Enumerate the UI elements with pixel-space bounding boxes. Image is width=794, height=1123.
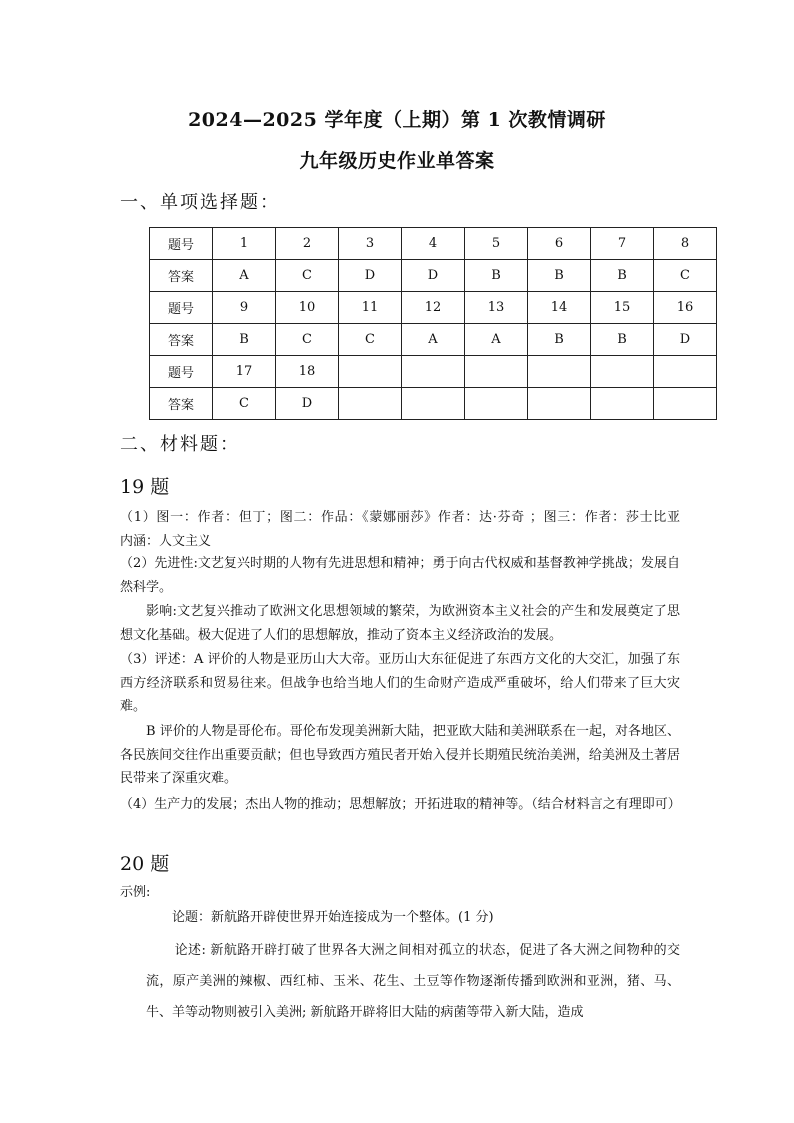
table-row: [150, 388, 717, 420]
table-row-label: 题号: [150, 228, 213, 260]
section-heading-material: 二、材料题：: [120, 434, 240, 455]
q19-answer-part2: （2）先进性:文艺复兴时期的人物有先进思想和精神；勇于向古代权威和基督教神学挑战；发展自然科学。: [120, 556, 680, 595]
table-cell: [591, 388, 654, 420]
q20-example-label: 示例:: [120, 885, 151, 900]
table-cell: D: [402, 260, 465, 292]
table-row-label: 题号: [150, 292, 213, 324]
q19-answer-part3: （3）评述：A 评价的人物是亚历山大大帝。亚历山大东征促进了东西方文化的大交汇，加强了东西方经济联系和贸易往来。但战争也给当地人们的生命财产造成严重破坏，给人们带来了巨大灾难。: [120, 652, 680, 714]
table-cell: [591, 356, 654, 388]
table-cell: 12: [402, 292, 465, 324]
table-cell: A: [402, 324, 465, 356]
table-cell: C: [276, 324, 339, 356]
table-cell: 2: [276, 228, 339, 260]
table-cell: [654, 388, 717, 420]
table-row: [150, 356, 717, 388]
table-row-label: 答案: [150, 388, 213, 420]
table-cell: D: [339, 260, 402, 292]
table-row-label: 答案: [150, 260, 213, 292]
table-cell: B: [213, 324, 276, 356]
table-row: [150, 260, 717, 292]
table-cell: C: [654, 260, 717, 292]
table-cell: A: [213, 260, 276, 292]
table-cell: 7: [591, 228, 654, 260]
q19-answer-part1: （1）图一：作者：但丁；图二：作品：《蒙娜丽莎》作者：达·芬奇 ；图三：作者：莎士比亚 内涵：人文主义: [120, 510, 707, 549]
table-cell: D: [654, 324, 717, 356]
table-cell: 15: [591, 292, 654, 324]
table-cell: C: [339, 324, 402, 356]
section-heading-choice: 一、单项选择题：: [120, 192, 280, 213]
q19-answer-part2-influence: 影响:文艺复兴推动了欧洲文化思想领域的繁荣，为欧洲资本主义社会的产生和发展奠定了思想文化基础。极大促进了人们的思想解放，推动了资本主义经济政治的发展。: [120, 604, 680, 643]
table-cell: C: [213, 388, 276, 420]
table-cell: [402, 356, 465, 388]
table-cell: [528, 388, 591, 420]
table-cell: 18: [276, 356, 339, 388]
table-row-label: 题号: [150, 356, 213, 388]
table-cell: D: [276, 388, 339, 420]
answer-table: [149, 227, 717, 420]
question-20-heading: 20 题: [120, 853, 170, 875]
table-cell: 8: [654, 228, 717, 260]
table-cell: 17: [213, 356, 276, 388]
table-cell: [339, 388, 402, 420]
table-cell: [402, 388, 465, 420]
q19-answer-part3-b: B 评价的人物是哥伦布。哥伦布发现美洲新大陆，把亚欧大陆和美洲联系在一起，对各地区、各民族间交往作出重要贡献；但也导致西方殖民者开始入侵并长期殖民统治美洲，给美洲及土著居民带来了深重灾难。: [120, 724, 680, 786]
table-row: [150, 228, 717, 260]
table-cell: [654, 356, 717, 388]
table-cell: [465, 388, 528, 420]
table-row: [150, 292, 717, 324]
question-19-heading: 19 题: [120, 476, 170, 498]
q19-answer-part4: （4）生产力的发展；杰出人物的推动；思想解放；开拓进取的精神等。（结合材料言之有理即可）: [120, 797, 681, 812]
table-cell: C: [276, 260, 339, 292]
table-cell: 3: [339, 228, 402, 260]
table-cell: B: [591, 324, 654, 356]
table-cell: A: [465, 324, 528, 356]
page-title: 2024—2025 学年度（上期）第 1 次教情调研: [188, 109, 606, 131]
table-cell: 16: [654, 292, 717, 324]
table-cell: B: [528, 324, 591, 356]
table-cell: B: [591, 260, 654, 292]
table-cell: [465, 356, 528, 388]
table-cell: 9: [213, 292, 276, 324]
table-cell: 5: [465, 228, 528, 260]
table-cell: 4: [402, 228, 465, 260]
q20-argument: 论述: 新航路开辟打破了世界各大洲之间相对孤立的状态，促进了各大洲之间物种的交流，原产美洲的辣椒、西红柿、玉米、花生、土豆等作物逐渐传播到欧洲和亚洲，猪、马、牛、羊等动物则被引入美洲; 新航路开辟将旧大陆的病菌等带入新大陆，造成: [146, 943, 680, 1020]
table-cell: 14: [528, 292, 591, 324]
table-row: [150, 324, 717, 356]
table-cell: 11: [339, 292, 402, 324]
table-cell: 1: [213, 228, 276, 260]
page-subtitle: 九年级历史作业单答案: [299, 150, 495, 172]
table-cell: B: [528, 260, 591, 292]
table-row-label: 答案: [150, 324, 213, 356]
table-cell: [339, 356, 402, 388]
q20-thesis: 论题：新航路开辟使世界开始连接成为一个整体。(1 分): [172, 910, 494, 925]
table-cell: 6: [528, 228, 591, 260]
table-cell: B: [465, 260, 528, 292]
table-cell: 13: [465, 292, 528, 324]
table-cell: 10: [276, 292, 339, 324]
table-cell: [528, 356, 591, 388]
